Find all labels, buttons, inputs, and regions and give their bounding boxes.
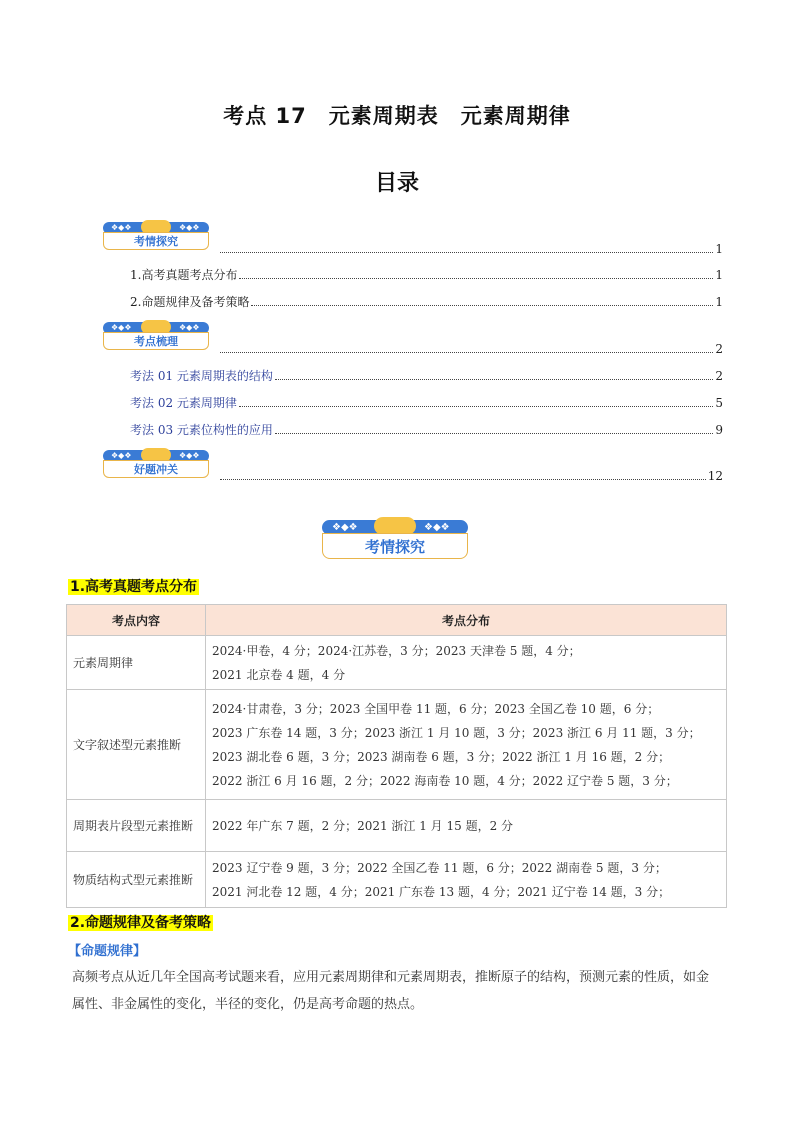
toc-entry-label: 考法 02 元素周期律 <box>130 396 237 410</box>
dots-left-icon: ❖◆❖ <box>111 223 132 232</box>
toc-entry-label: 2.命题规律及备考策略 <box>130 295 250 309</box>
toc-page-number: 5 <box>715 396 723 410</box>
toc-leader <box>251 305 713 306</box>
dots-left-icon: ❖◆❖ <box>111 323 132 332</box>
toc-page-number: 9 <box>715 423 723 437</box>
toc-leader <box>239 278 713 279</box>
toc-heading: 目录 <box>374 171 419 196</box>
toc-leader <box>275 433 713 434</box>
table-row <box>67 636 727 690</box>
dots-right-icon: ❖◆❖ <box>179 451 200 460</box>
toc-page-number: 1 <box>715 268 723 282</box>
distribution-line: 2023 湖北卷 6 题，3 分；2023 湖南卷 6 题，3 分；2022 浙江 1 月 16 题，2 分； <box>212 749 671 764</box>
distribution-line: 2021 河北卷 12 题，4 分；2021 广东卷 13 题，4 分；2021 辽宁卷 14 题，3 分； <box>212 884 671 899</box>
page-title: 考点 17 元素周期表 元素周期律 <box>223 104 571 128</box>
distribution-cell <box>206 636 727 690</box>
toc-page-number: 2 <box>715 342 723 356</box>
toc-badge-label: 考情探究 <box>134 235 178 248</box>
column-header: 考点分布 <box>206 605 727 636</box>
toc-badge-kaodian[interactable] <box>103 322 209 352</box>
toc-page-number: 1 <box>715 242 723 256</box>
dots-right-icon: ❖◆❖ <box>179 323 200 332</box>
toc-entry[interactable] <box>130 396 723 410</box>
toc-leader <box>220 252 713 253</box>
toc-entry-label: 考法 03 元素位构性的应用 <box>130 423 273 437</box>
distribution-line: 2023 辽宁卷 9 题，3 分；2022 全国乙卷 11 题，6 分；2022 湖南卷 5 题，3 分； <box>212 860 667 875</box>
column-header: 考点内容 <box>67 605 206 636</box>
section-banner <box>322 520 468 560</box>
distribution-line: 2024·甘肃卷，3 分；2023 全国甲卷 11 题，6 分；2023 全国乙卷 10 题，6 分； <box>212 701 660 716</box>
toc-page-number: 1 <box>715 295 723 309</box>
topic-cell: 周期表片段型元素推断 <box>67 800 206 852</box>
toc-leader <box>239 406 713 407</box>
toc-entry-label: 1.高考真题考点分布 <box>130 268 238 282</box>
distribution-line: 2022 浙江 6 月 16 题，2 分；2022 海南卷 10 题，4 分；2022 辽宁卷 5 题，3 分； <box>212 773 678 788</box>
toc-entry-section1[interactable] <box>218 242 723 256</box>
topic-cell: 物质结构式型元素推断 <box>67 852 206 908</box>
toc-entry-section2[interactable] <box>218 342 723 356</box>
toc-entry[interactable] <box>130 423 723 437</box>
distribution-table <box>66 604 727 908</box>
section-banner-label: 考情探究 <box>364 538 425 556</box>
dots-left-icon: ❖◆❖ <box>111 451 132 460</box>
distribution-cell <box>206 852 727 908</box>
table-row <box>67 690 727 800</box>
distribution-line: 2021 北京卷 4 题，4 分 <box>212 667 346 682</box>
topic-cell: 元素周期律 <box>67 636 206 690</box>
distribution-cell <box>206 800 727 852</box>
strategy-paragraph: 高频考点从近几年全国高考试题来看，应用元素周期律和元素周期表，推断原子的结构，预测元素的性质，如金属性、非金属性的变化，半径的变化，仍是高考命题的热点。 <box>72 970 710 1012</box>
table-row <box>67 800 727 852</box>
toc-leader <box>220 479 706 480</box>
toc-badge-label: 考点梳理 <box>134 335 178 348</box>
toc-leader <box>220 352 713 353</box>
toc-entry[interactable] <box>130 295 723 309</box>
toc-entry[interactable] <box>130 369 723 383</box>
distribution-line: 2024·甲卷，4 分；2024·江苏卷，3 分；2023 天津卷 5 题，4 分； <box>212 643 581 658</box>
toc-badge-label: 好题冲关 <box>134 463 178 476</box>
toc-page-number: 2 <box>715 369 723 383</box>
section-heading-distribution: 1.高考真题考点分布 <box>70 579 198 595</box>
distribution-line: 2022 年广东 7 题，2 分；2021 浙江 1 月 15 题，2 分 <box>212 818 514 833</box>
toc-badge-kaoqing[interactable] <box>103 222 209 252</box>
dots-right-icon: ❖◆❖ <box>424 522 450 533</box>
distribution-cell <box>206 690 727 800</box>
table-header-row <box>67 605 727 636</box>
dots-right-icon: ❖◆❖ <box>179 223 200 232</box>
table-row <box>67 852 727 908</box>
rule-label: 【命题规律】 <box>68 944 147 959</box>
toc-entry-section3[interactable] <box>218 469 723 483</box>
toc-entry[interactable] <box>130 268 723 282</box>
section-heading-strategy: 2.命题规律及备考策略 <box>70 915 212 931</box>
toc-leader <box>275 379 713 380</box>
toc-entry-label: 考法 01 元素周期表的结构 <box>130 369 273 383</box>
toc-badge-haoti[interactable] <box>103 450 209 480</box>
distribution-line: 2023 广东卷 14 题，3 分；2023 浙江 1 月 10 题，3 分；2023 浙江 6 月 11 题，3 分； <box>212 725 701 740</box>
dots-left-icon: ❖◆❖ <box>332 522 358 533</box>
topic-cell: 文字叙述型元素推断 <box>67 690 206 800</box>
toc-page-number: 12 <box>707 469 723 483</box>
